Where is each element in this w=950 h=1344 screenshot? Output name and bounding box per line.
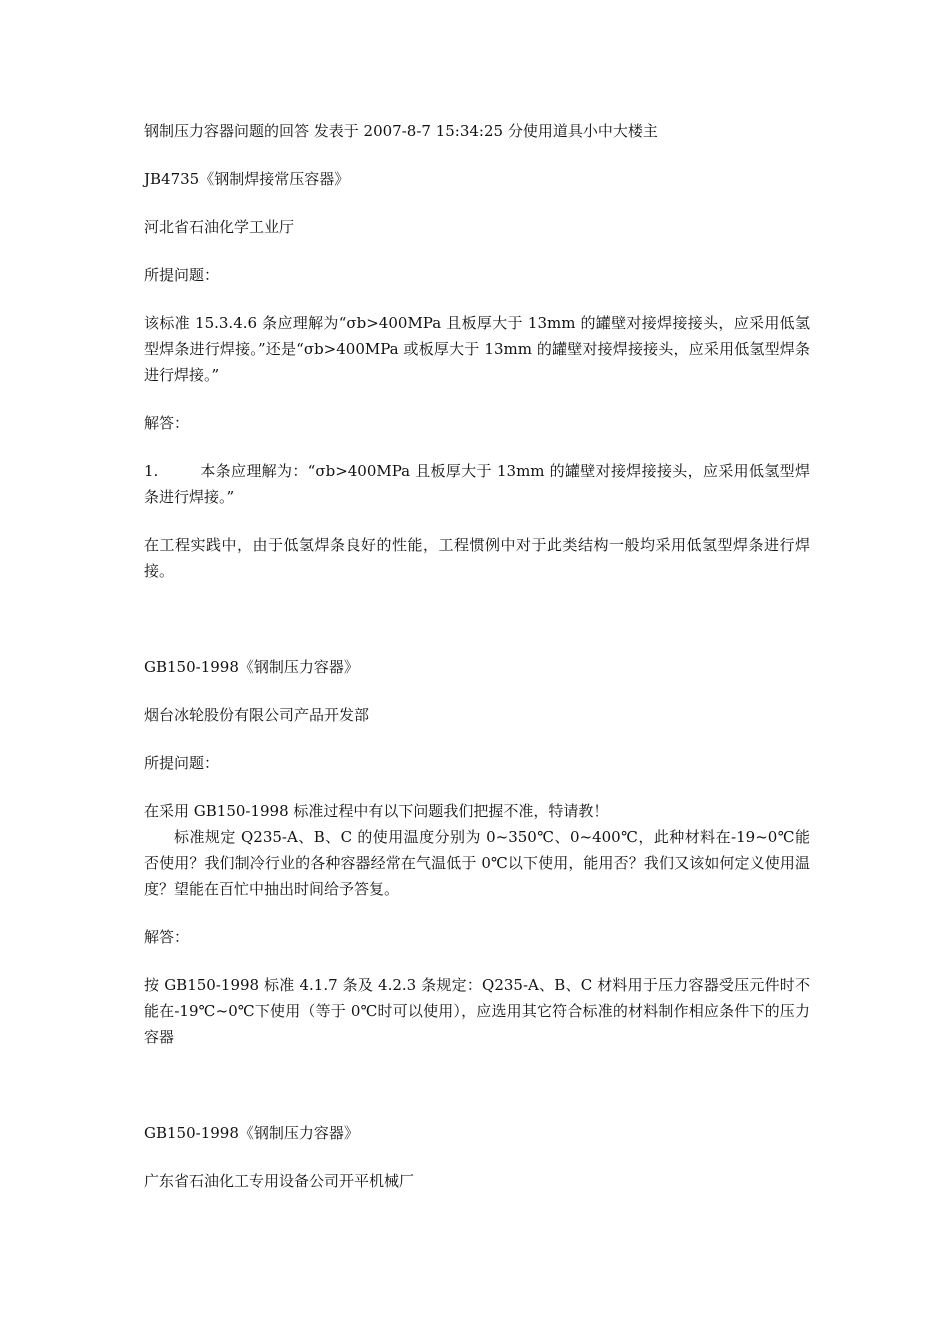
answer-number: 1. [144, 462, 159, 480]
answer-label-1: 解答： [144, 414, 190, 432]
document-page [144, 118, 810, 1216]
question-label-1: 所提问题： [144, 266, 220, 284]
post-header: 钢制压力容器问题的回答 发表于 2007-8-7 15:34:25 分使用道具小中大楼主 [144, 122, 658, 140]
standard-title-1: JB4735《钢制焊接常压容器》 [144, 170, 350, 188]
question-text-2b: 标准规定 Q235-A、B、C 的使用温度分别为 0~350℃、0~400℃，此种材料在-19~0℃能否使用？我们制冷行业的各种容器经常在气温低于 0℃以下使用，能用否？我们又该如何定义使用温度？望能在百忙中抽出时间给予答复。 [144, 828, 810, 898]
organization-2: 烟台冰轮股份有限公司产品开发部 [144, 706, 370, 724]
answer-item-1 [144, 458, 810, 510]
question-text-2a: 在采用 GB150-1998 标准过程中有以下问题我们把握不准，特请教！ [144, 802, 609, 820]
organization-1: 河北省石油化学工业厅 [144, 218, 295, 236]
answer-label-2: 解答： [144, 928, 190, 946]
section-gap [144, 1072, 810, 1120]
question-text-1: 该标准 15.3.4.6 条应理解为“σb>400MPa 且板厚大于 13mm 的罐壁对接焊接接头，应采用低氢型焊条进行焊接。”还是“σb>400MPa 或板厚大于 13mm 的罐壁对接焊接接头，应采用低氢型焊条进行焊接。” [144, 314, 810, 384]
standard-title-3: GB150-1998《钢制压力容器》 [144, 1124, 359, 1142]
organization-3: 广东省石油化工专用设备公司开平机械厂 [144, 1172, 415, 1190]
section-gap [144, 606, 810, 654]
question-label-2: 所提问题： [144, 754, 220, 772]
answer-text-1: 本条应理解为：“σb>400MPa 且板厚大于 13mm 的罐壁对接焊接接头，应采用低氢型焊条进行焊接。” [144, 462, 810, 506]
answer-extra-1: 在工程实践中，由于低氢焊条良好的性能，工程惯例中对于此类结构一般均采用低氢型焊条进行焊接。 [144, 536, 810, 580]
answer-text-2: 按 GB150-1998 标准 4.1.7 条及 4.2.3 条规定：Q235-A、B、C 材料用于压力容器受压元件时不能在-19℃~0℃下使用（等于 0℃时可以使用），应选用其它符合标准的材料制作相应条件下的压力容器 [144, 976, 810, 1046]
standard-title-2: GB150-1998《钢制压力容器》 [144, 658, 359, 676]
